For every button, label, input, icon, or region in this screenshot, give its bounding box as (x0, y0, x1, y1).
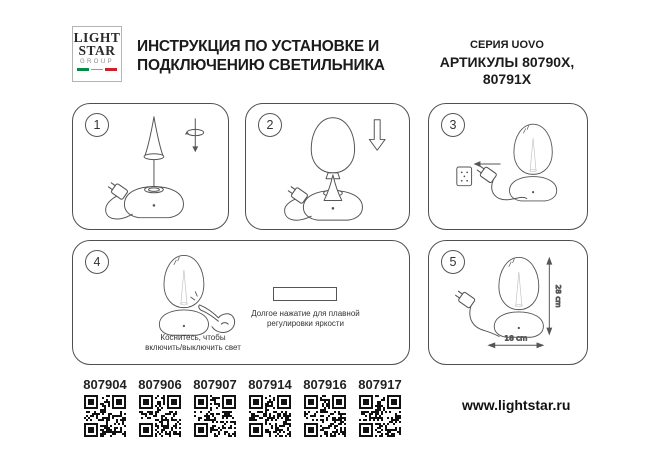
step-panel-1 (72, 103, 229, 230)
series-name: СЕРИЯ UOVO (470, 39, 544, 51)
wall-socket-icon (457, 167, 472, 186)
down-arrow-icon (369, 120, 385, 151)
product-qr-code (84, 395, 126, 437)
step-number-2: 2 (258, 113, 282, 137)
product-code: 807906 (138, 377, 182, 392)
product-code: 807904 (83, 377, 127, 392)
products-row (82, 377, 403, 437)
assembled-lamp (509, 124, 556, 201)
product-item (357, 377, 403, 437)
product-item (302, 377, 348, 437)
product-item (247, 377, 293, 437)
power-cord (470, 304, 499, 336)
page-title (137, 37, 427, 75)
lightstar-logo (72, 26, 122, 82)
product-item (82, 377, 128, 437)
step-number-3: 3 (441, 113, 465, 137)
flag-green-segment (77, 68, 89, 71)
italy-flag-stripe (77, 68, 117, 71)
series-info (412, 39, 602, 88)
longpress-caption: Долгое нажатие для плавной регулировки яркости (251, 309, 360, 328)
step-panel-2 (245, 103, 410, 230)
articles-line2: 80791Х (482, 71, 532, 87)
bulb-cone-icon (144, 117, 164, 160)
flag-red-segment (105, 68, 117, 71)
power-plug-icon (454, 289, 476, 309)
step-panel-4 (72, 240, 410, 365)
step-number-5: 5 (441, 250, 465, 274)
product-item (137, 377, 183, 437)
lamp-base (124, 186, 183, 217)
product-code: 807907 (193, 377, 237, 392)
width-dimension-arrow (487, 342, 544, 348)
product-qr-code (304, 395, 346, 437)
logo-text-group: GROUP (79, 59, 114, 65)
power-plug-icon (107, 180, 129, 200)
product-code: 807914 (248, 377, 292, 392)
logo-text-star: STAR (78, 42, 116, 58)
product-code: 807916 (303, 377, 347, 392)
page-title-line1: ИНСТРУКЦИЯ ПО УСТАНОВКЕ И (137, 38, 380, 55)
logo-text-light: LIGHT (73, 30, 121, 45)
height-dimension-label: 28 cm (554, 284, 564, 308)
product-code: 807917 (358, 377, 402, 392)
rotate-icon (185, 119, 204, 152)
width-dimension-label: 18 cm (504, 333, 528, 343)
product-qr-code (359, 395, 401, 437)
assembled-lamp (159, 255, 208, 335)
product-qr-code (249, 395, 291, 437)
product-qr-code (139, 395, 181, 437)
power-plug-icon (476, 164, 498, 184)
brightness-bar (273, 287, 337, 301)
product-qr-code (194, 395, 236, 437)
assembled-lamp (494, 257, 543, 337)
egg-shade-icon (311, 118, 354, 179)
step-panel-5 (428, 240, 588, 365)
flag-center-line (91, 69, 103, 70)
product-item (192, 377, 238, 437)
step-panel-3 (428, 103, 588, 230)
website-url: www.lightstar.ru (462, 397, 571, 413)
step-number-1: 1 (85, 113, 109, 137)
step-number-4: 4 (85, 250, 109, 274)
left-arrow-icon (474, 161, 501, 167)
articles-line1: АРТИКУЛЫ 80790Х, (439, 54, 575, 70)
height-dimension-arrow (546, 257, 552, 336)
touch-caption: Коснитесь, чтобы включить/выключить свет (145, 333, 241, 352)
page-title-line2: ПОДКЛЮЧЕНИЮ СВЕТИЛЬНИКА (137, 57, 385, 74)
